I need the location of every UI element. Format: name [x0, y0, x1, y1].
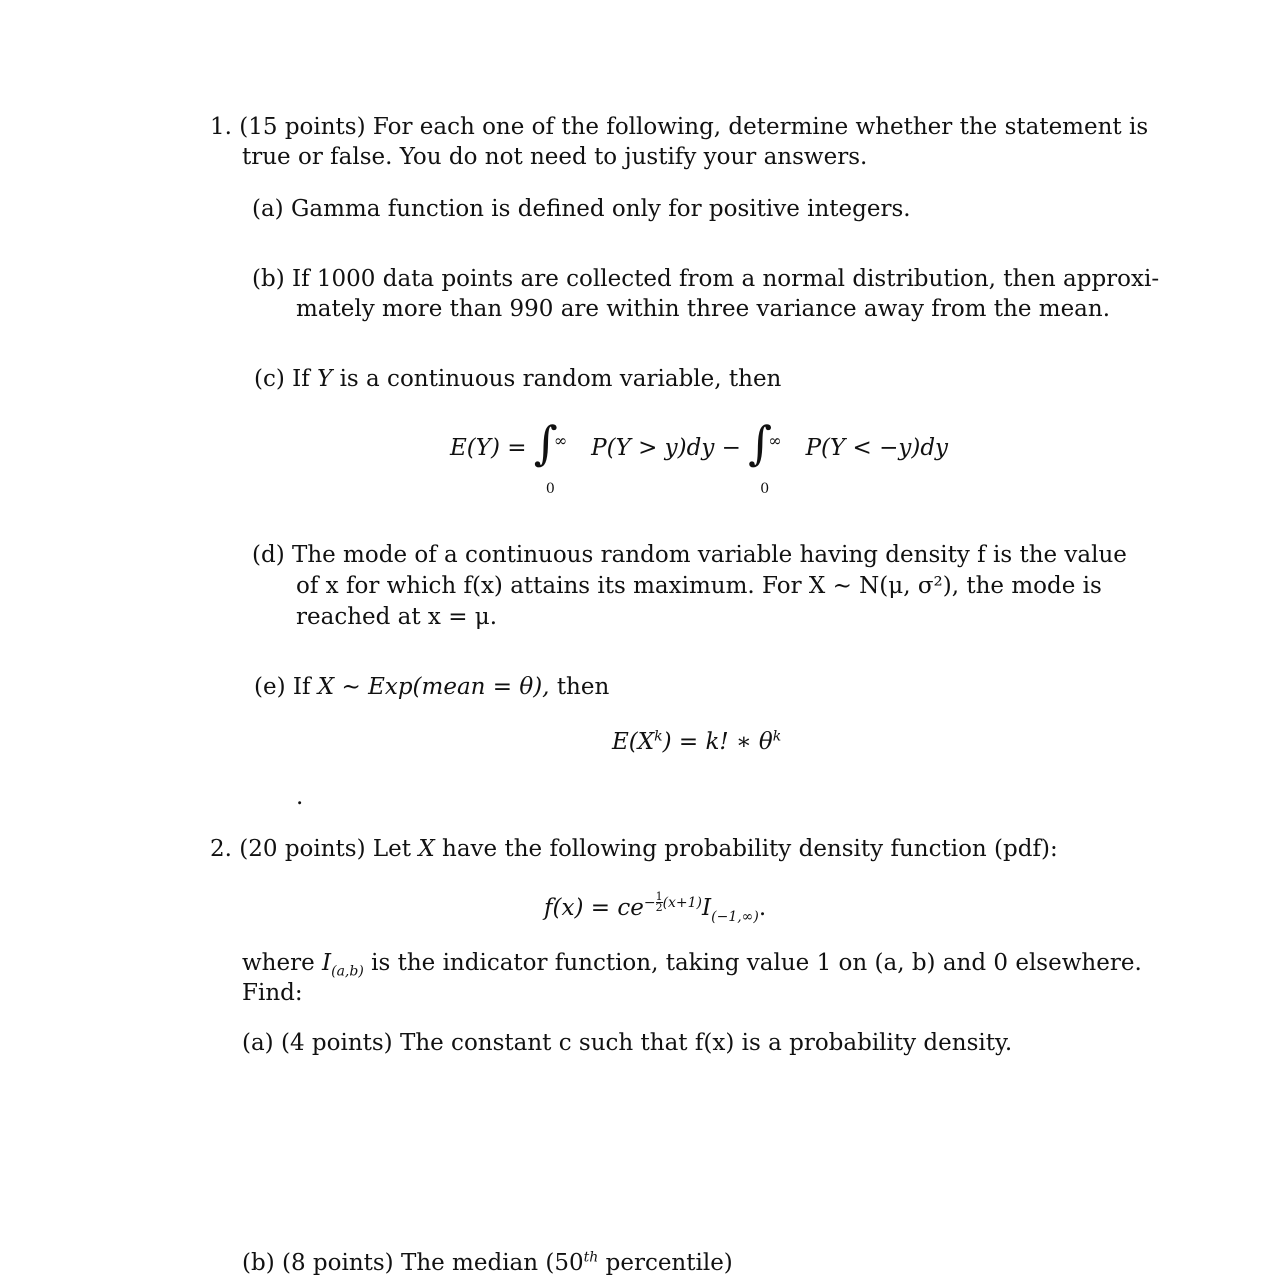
- q2-pdf-frac-den: 2: [655, 901, 663, 914]
- q1b-line2: mately more than 990 are within three variance away from the mean.: [296, 296, 1111, 322]
- q1e-text-post: then: [556, 674, 610, 700]
- q1c-eq-lhs: E(Y) =: [450, 435, 527, 461]
- q2b-label: (b): [242, 1250, 275, 1276]
- q2-where-post: is the indicator function, taking value 1 on (a, b) and 0 elsewhere.: [371, 950, 1142, 976]
- q1d-line2: of x for which f(x) attains its maximum. For X ∼ N(μ, σ²), the mode is: [296, 573, 1102, 599]
- q2-pdf-exponent: [643, 890, 703, 914]
- q2-pdf-ind-sub: (−1,∞): [711, 908, 759, 925]
- q2-intro-post: have the following probability density function (pdf):: [442, 836, 1058, 862]
- q2b-points: (8 points): [281, 1250, 394, 1276]
- integral-1: [533, 416, 584, 497]
- q1d-text-line1: The mode of a continuous random variable having density f is the value: [291, 542, 1127, 568]
- q2-points: (20 points): [239, 836, 366, 862]
- q2-pdf-exp-post: (x+1): [662, 894, 703, 911]
- q2-pdf-exp-sign: −: [643, 894, 656, 911]
- integral-2: [748, 416, 798, 497]
- q2-number: 2.: [210, 836, 232, 862]
- q1e-line1: [254, 672, 609, 702]
- q1c-text-pre: If: [292, 366, 310, 392]
- q2b: [242, 1248, 733, 1278]
- q1e-eq-exp1: k: [654, 728, 663, 745]
- q1b-text-line1: If 1000 data points are collected from a normal distribution, then approxi-: [291, 266, 1160, 292]
- q2-intro: [210, 834, 1058, 864]
- q1e-eq-part2: ) = k! ∗ θ: [662, 729, 773, 755]
- q2b-text-post: percentile): [605, 1250, 733, 1276]
- q1c-text-post: is a continuous random variable, then: [339, 366, 782, 392]
- q1d-label: (d): [252, 542, 285, 568]
- q1a: [252, 194, 911, 224]
- q1-points: (15 points): [239, 114, 366, 140]
- q1b-line1: [252, 264, 1159, 294]
- q1c-term2: P(Y < −y)dy: [805, 435, 949, 461]
- q2-pdf-end: .: [758, 895, 767, 922]
- q1c: [254, 364, 781, 394]
- integral-2-upper: ∞: [768, 431, 782, 450]
- q2-where-line1: [242, 948, 1142, 978]
- q1e-eq-part1: E(X: [612, 729, 655, 755]
- q2b-text-pre: The median (50: [400, 1250, 584, 1276]
- q1a-label: (a): [252, 196, 284, 222]
- q2a-text: The constant c such that f(x) is a probability density.: [399, 1030, 1013, 1056]
- q1a-text: Gamma function is defined only for positive integers.: [290, 196, 911, 222]
- q2b-text-sup: th: [583, 1249, 599, 1266]
- q2-where-ind: I: [322, 950, 332, 976]
- q1e-text-pre: If: [292, 674, 311, 700]
- integral-2-lower: 0: [760, 481, 770, 497]
- q1e-equation: [612, 727, 781, 757]
- q1e-stray-dot: .: [296, 784, 304, 810]
- q1e-label: (e): [254, 674, 286, 700]
- q2-intro-var: X: [418, 836, 435, 862]
- integral-sign-2: ∫: [748, 416, 773, 470]
- q2-pdf-ind: I: [702, 895, 712, 922]
- q1-intro-text: For each one of the following, determine whether the statement is: [372, 114, 1149, 140]
- integral-1-upper: ∞: [553, 431, 568, 450]
- q1e-math: X ∼ Exp(mean = θ),: [317, 674, 550, 700]
- q1-number: 1.: [210, 114, 232, 140]
- q1-intro-line2: true or false. You do not need to justify your answers.: [242, 144, 868, 170]
- q1b-label: (b): [252, 266, 285, 292]
- q2-pdf-equation: [544, 892, 766, 923]
- integral-sign-1: ∫: [533, 416, 558, 470]
- q2-pdf-lhs: f(x) = ce: [544, 895, 644, 922]
- q2-where-ind-sub: (a,b): [331, 963, 364, 980]
- q1c-equation: [450, 416, 949, 497]
- q2-where-line2: Find:: [242, 980, 303, 1006]
- q1e-eq-exp2: k: [772, 728, 782, 745]
- q1c-label: (c): [254, 366, 285, 392]
- q1c-var: Y: [317, 366, 333, 392]
- q2a-label: (a): [242, 1030, 274, 1056]
- q2-pdf-frac-num: 1: [655, 890, 663, 903]
- q1d-line3: reached at x = μ.: [296, 604, 498, 630]
- q1-intro-line1: [210, 112, 1148, 142]
- q2-intro-pre: Let: [372, 836, 412, 862]
- q1c-term1: P(Y > y)dy −: [591, 435, 741, 461]
- q2-where-pre: where: [242, 950, 315, 976]
- q2a-points: (4 points): [280, 1030, 393, 1056]
- q2-pdf-frac: [656, 892, 663, 913]
- q1d-line1: [252, 540, 1127, 570]
- integral-1-lower: 0: [545, 481, 555, 497]
- q2a: [242, 1028, 1012, 1058]
